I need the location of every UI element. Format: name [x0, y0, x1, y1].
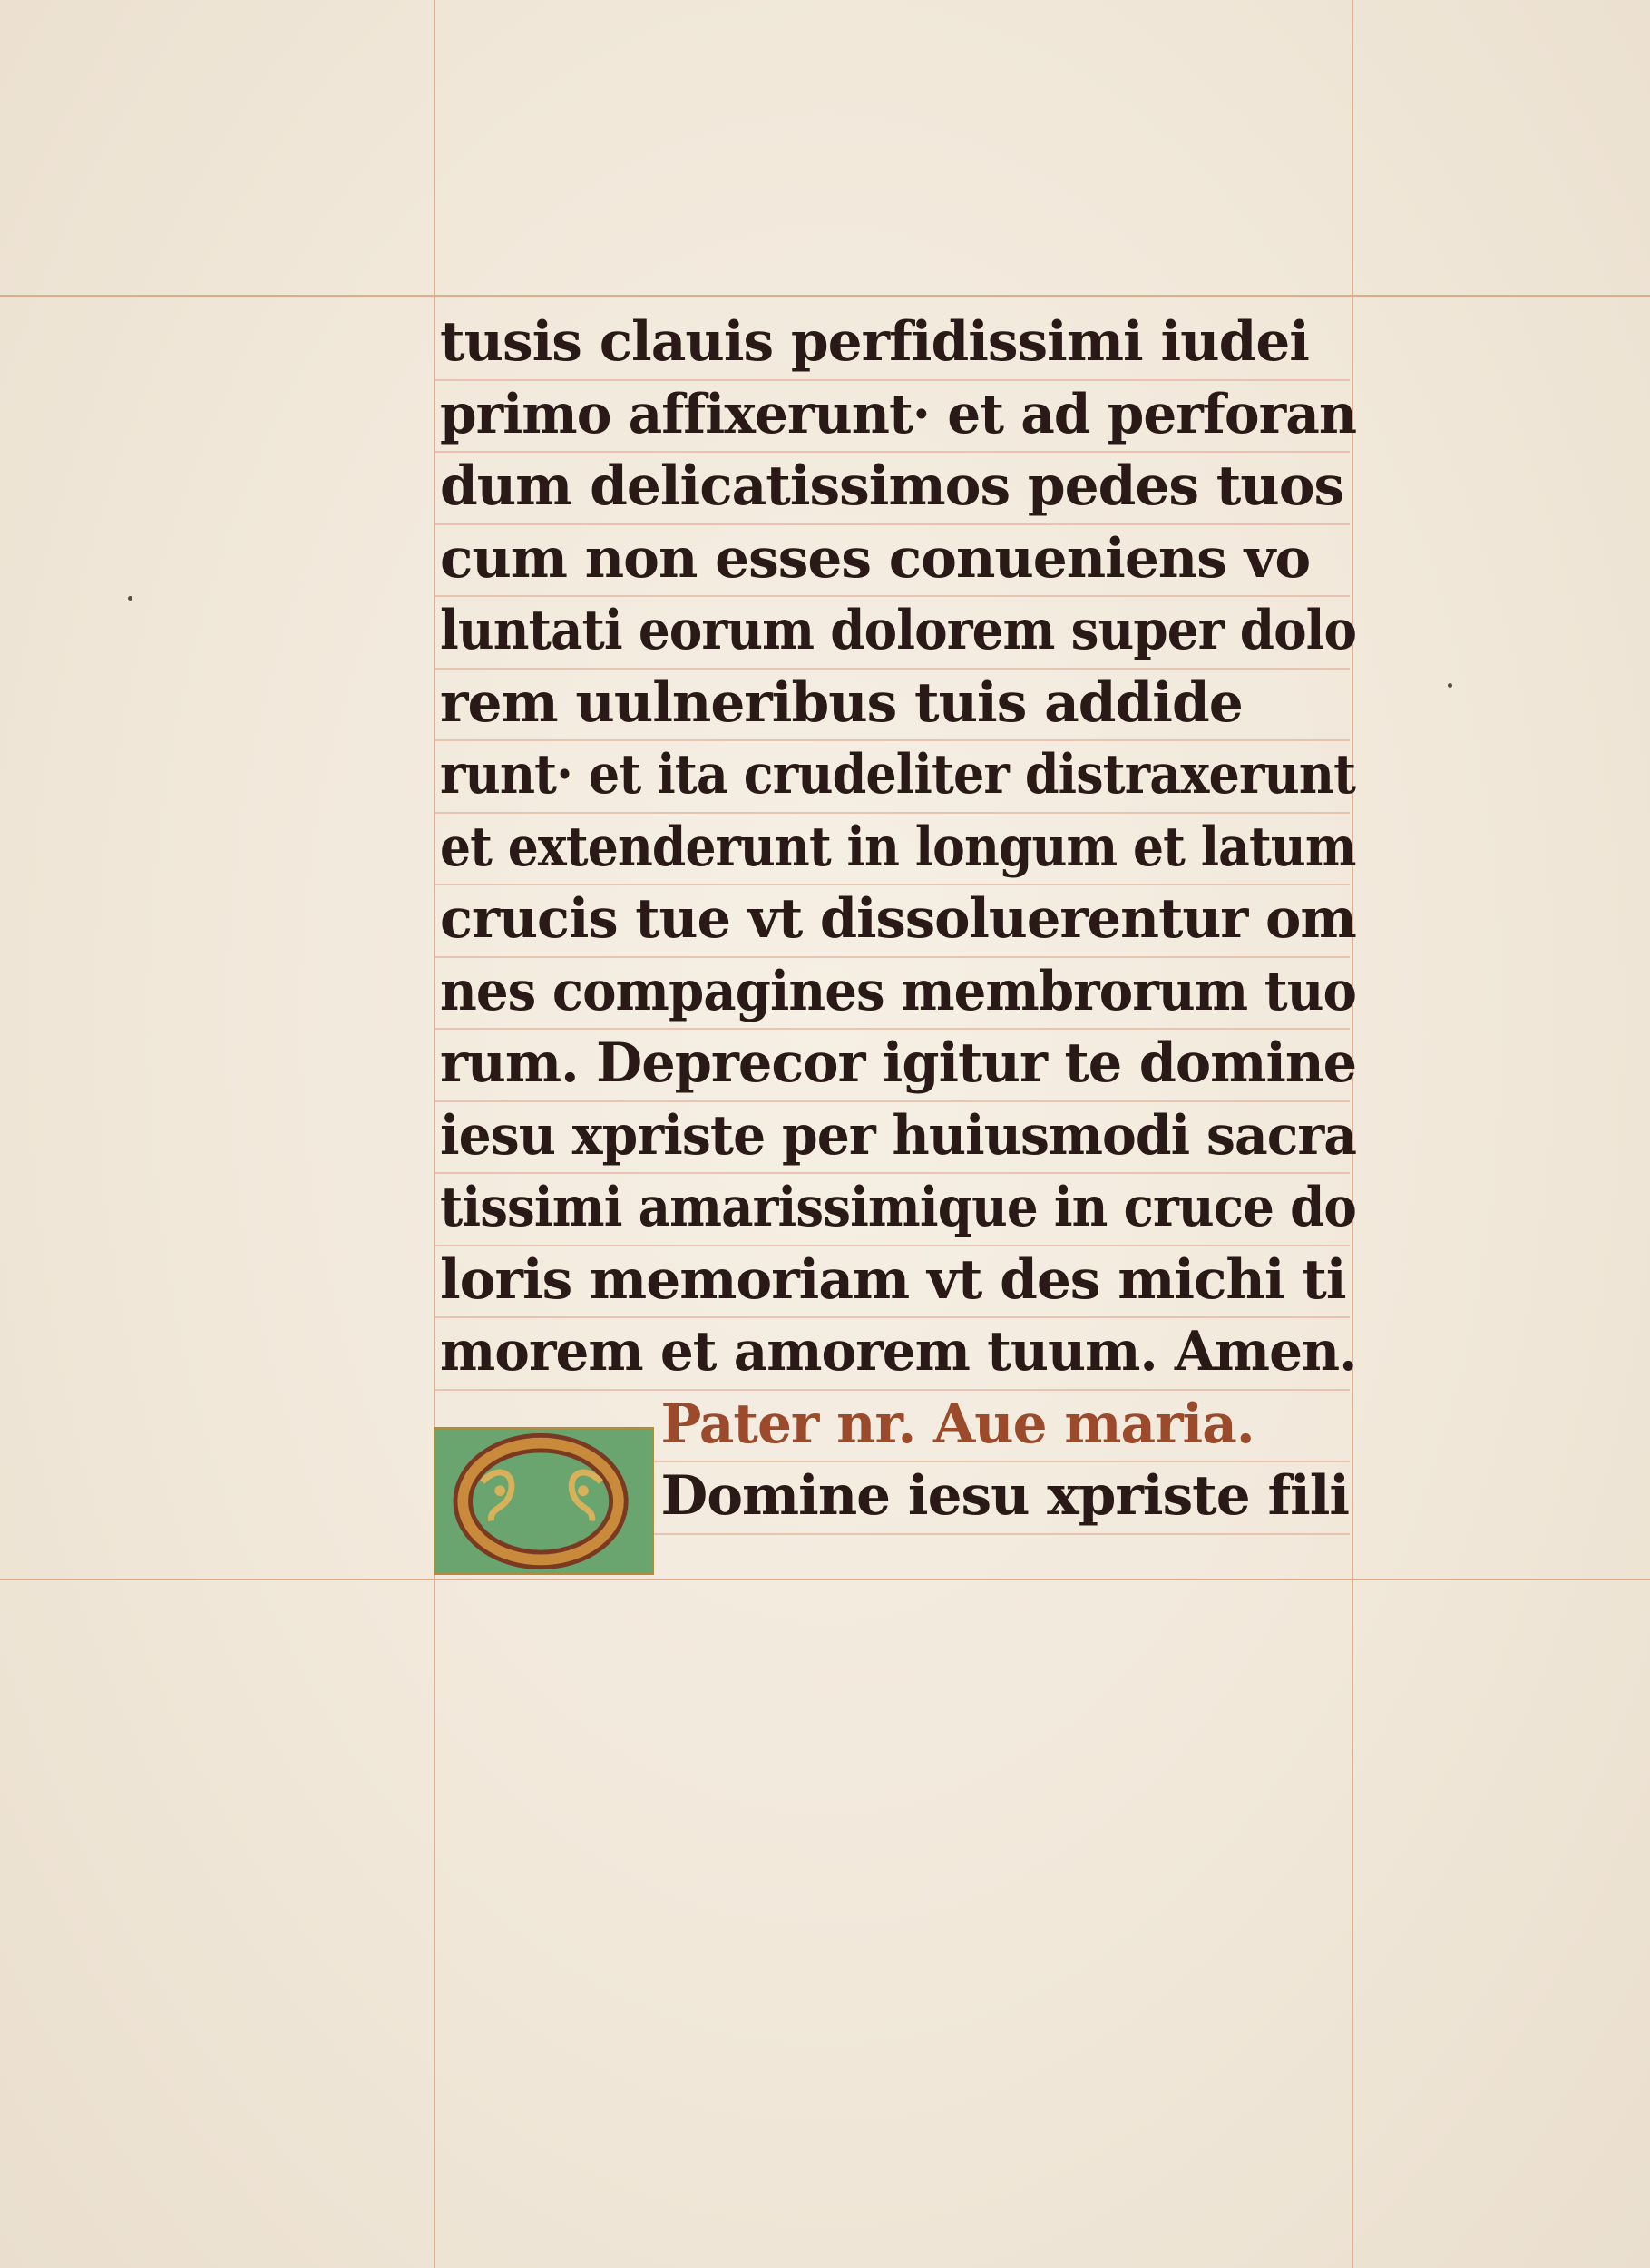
text-line: primo affixerunt· et ad perforan	[440, 382, 1357, 446]
text-line: tissimi amarissimique in cruce do	[440, 1176, 1356, 1239]
text-line: rem uulneribus tuis addide	[440, 670, 1243, 735]
decorated-initial-d-icon	[435, 1429, 652, 1573]
speck	[128, 596, 132, 601]
text-line: nes compagines membrorum tuo	[440, 959, 1357, 1023]
text-line: morem et amorem tuum. Amen.	[440, 1320, 1357, 1383]
text-line: rum. Deprecor igitur te domine	[440, 1031, 1357, 1095]
bottom-frame-rule	[0, 1579, 1650, 1580]
text-line: dum delicatissimos pedes tuos	[440, 455, 1344, 518]
text-column	[440, 307, 1361, 1533]
left-frame-rule	[434, 0, 435, 2268]
speck	[1448, 683, 1452, 688]
text-line: loris memoriam vt des michi ti	[440, 1247, 1346, 1312]
rubric-line: Pater nr. Aue maria.	[660, 1392, 1255, 1456]
text-line: tusis clauis perfidissimi iudei	[440, 310, 1309, 374]
text-line: luntati eorum dolorem super dolo	[440, 599, 1357, 662]
text-line: iesu xpriste per huiusmodi sacra	[440, 1103, 1357, 1168]
text-line: crucis tue vt dissoluerentur om	[440, 887, 1356, 951]
text-line: cum non esses conueniens vo	[440, 526, 1311, 591]
top-frame-rule	[0, 295, 1650, 297]
text-line-last: Domine iesu xpriste fili	[660, 1464, 1350, 1528]
text-line: et extenderunt in longum et latum	[440, 815, 1356, 879]
illuminated-initial	[434, 1427, 654, 1575]
text-line: runt· et ita crudeliter distraxerunt	[440, 743, 1356, 807]
